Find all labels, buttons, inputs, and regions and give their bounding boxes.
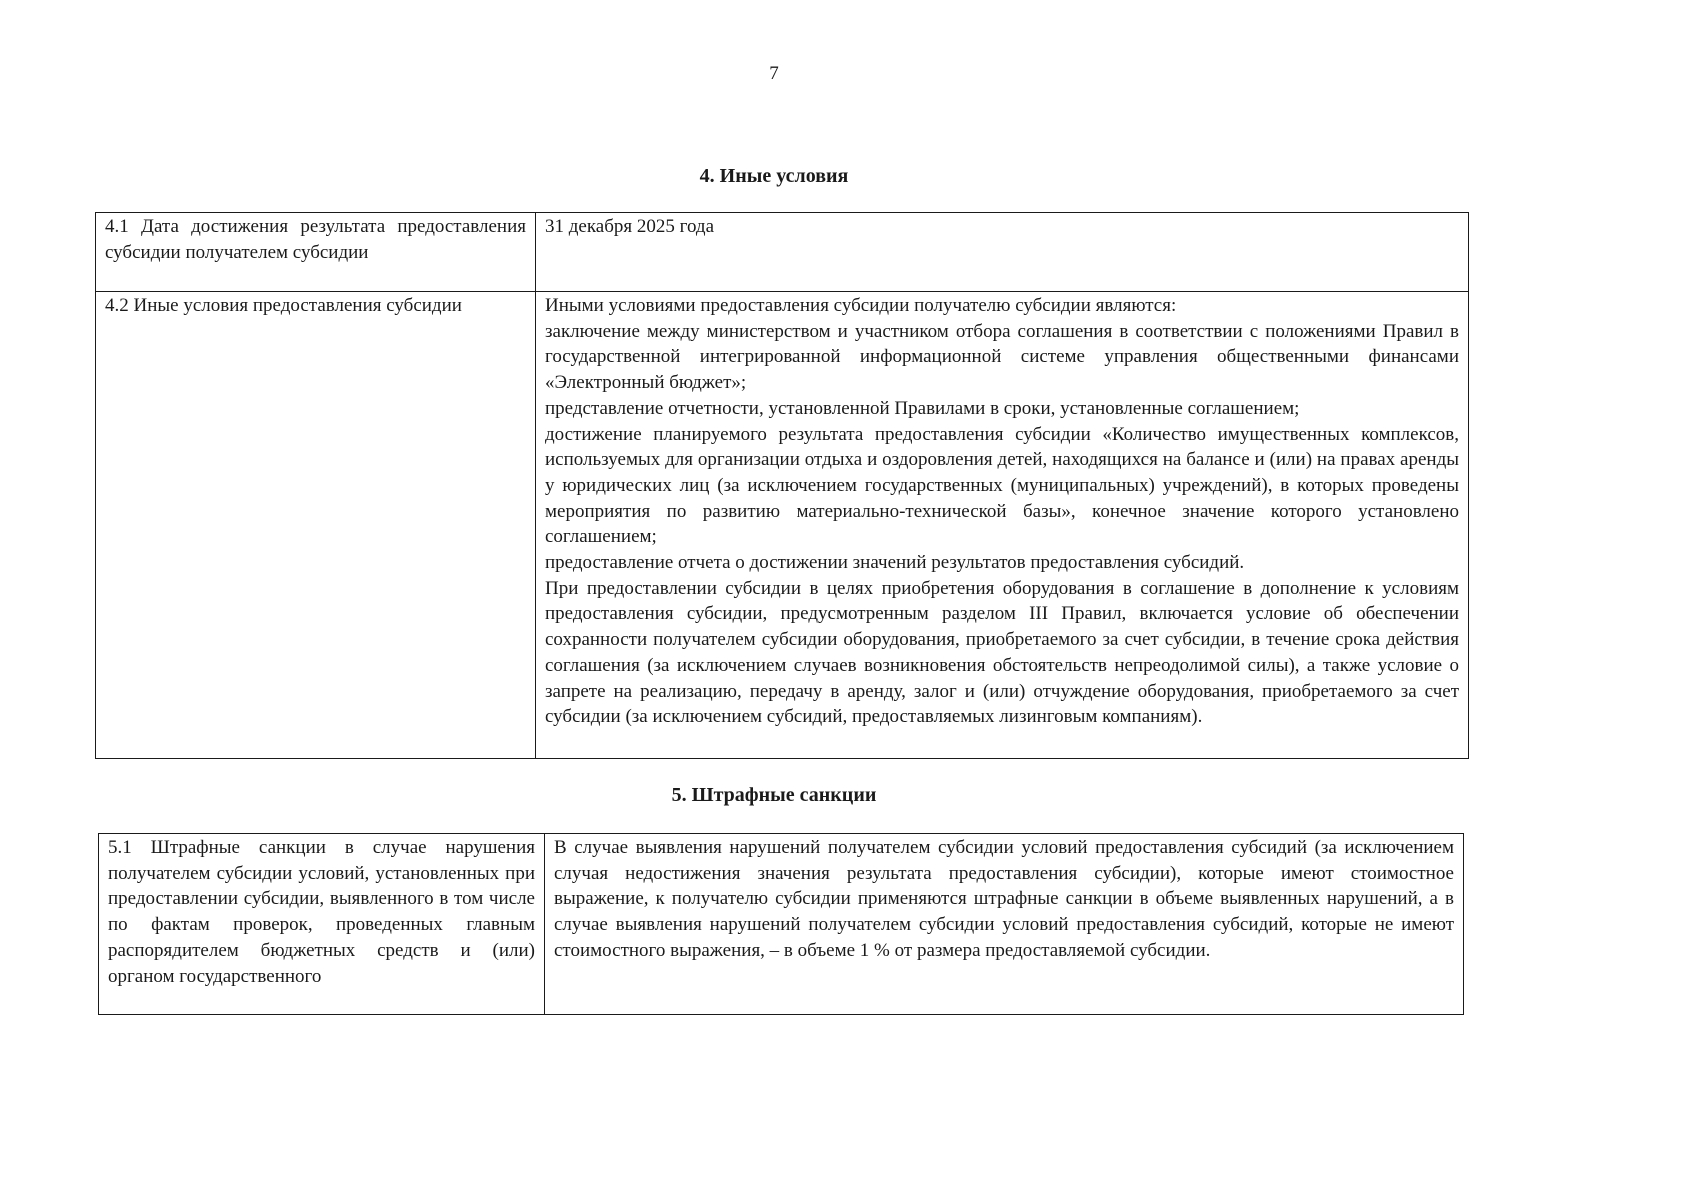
page-number: 7 — [769, 63, 779, 84]
row-4-2-paragraph: представление отчетности, установленной Правилами в сроки, установленные соглашением; — [545, 397, 1300, 419]
row-4-1-label-cell — [96, 213, 536, 292]
row-4-2-label-cell — [96, 292, 536, 759]
row-4-1-value: 31 декабря 2025 года — [545, 216, 715, 237]
section-5-title: 5. Штрафные санкции — [671, 784, 877, 806]
table-row-4-1 — [96, 213, 1469, 292]
penalties-table — [98, 833, 1464, 1015]
row-5-1-value: В случае выявления нарушений получателем субсидии условий предоставления субсидий (за исключением случая недостижения значения результата предоставления субсидии), которые имеют стоимостное выражение, к получателю субсидии применяются штрафные санкции в объеме выявленных нарушений, а в случае выявления нарушений получателем субсидии условий предоставления субсидий, которые не имеют стоимостного выражения, – в объеме 1 % от размера предоставляемой субсидии. — [554, 837, 1454, 961]
row-4-1-value-cell — [536, 213, 1469, 292]
row-4-2-paragraph: При предоставлении субсидии в целях приобретения оборудования в соглашение в дополнение к условиям предоставления субсидии, предусмотренным разделом III Правил, включается условие об обеспечении сохранности получателем субсидии оборудования, приобретаемого за счет субсидии, в течение срока действия соглашения (за исключением случаев возникновения обстоятельств непреодолимой силы), а также условие о запрете на реализацию, передачу в аренду, залог и (или) отчуждение оборудования, приобретаемого за счет субсидии (за исключением субсидий, предоставляемых лизинговым компаниям). — [545, 577, 1459, 728]
other-conditions-table — [95, 212, 1469, 759]
row-5-1-label: 5.1 Штрафные санкции в случае нарушения получателем субсидии условий, установленных при предоставлении субсидии, выявленного в том числе по фактам проверок, проведенных главным распорядителем бюджетных средств и (или) органом государственного — [108, 837, 535, 987]
row-4-1-label: 4.1 Дата достижения результата предоставления субсидии получателем субсидии — [105, 216, 526, 263]
row-4-2-paragraph: Иными условиями предоставления субсидии получателю субсидии являются: — [545, 295, 1177, 316]
row-5-1-value-cell — [545, 834, 1464, 1015]
table-row-5-1 — [99, 834, 1464, 1015]
row-4-2-value-cell — [536, 292, 1469, 759]
row-5-1-label-cell — [99, 834, 545, 1015]
row-4-2-paragraph: предоставление отчета о достижении значений результатов предоставления субсидий. — [545, 552, 1245, 574]
row-4-2-label: 4.2 Иные условия предоставления субсидии — [105, 295, 462, 316]
table-row-4-2 — [96, 292, 1469, 759]
section-4-title: 4. Иные условия — [699, 165, 849, 187]
row-4-2-paragraph: заключение между министерством и участником отбора соглашения в соответствии с положениями Правил в государственной интегрированной информационной системе управления общественными финансами «Электронный бюджет»; — [545, 320, 1459, 394]
row-4-2-paragraph: достижение планируемого результата предоставления субсидии «Количество имущественных комплексов, используемых для организации отдыха и оздоровления детей, находящихся на балансе и (или) на правах аренды у юридических лиц (за исключением государственных (муниципальных) учреждений), в которых проведены мероприятия по развитию материально-технической базы», конечное значение которого установлено соглашением; — [545, 423, 1459, 548]
